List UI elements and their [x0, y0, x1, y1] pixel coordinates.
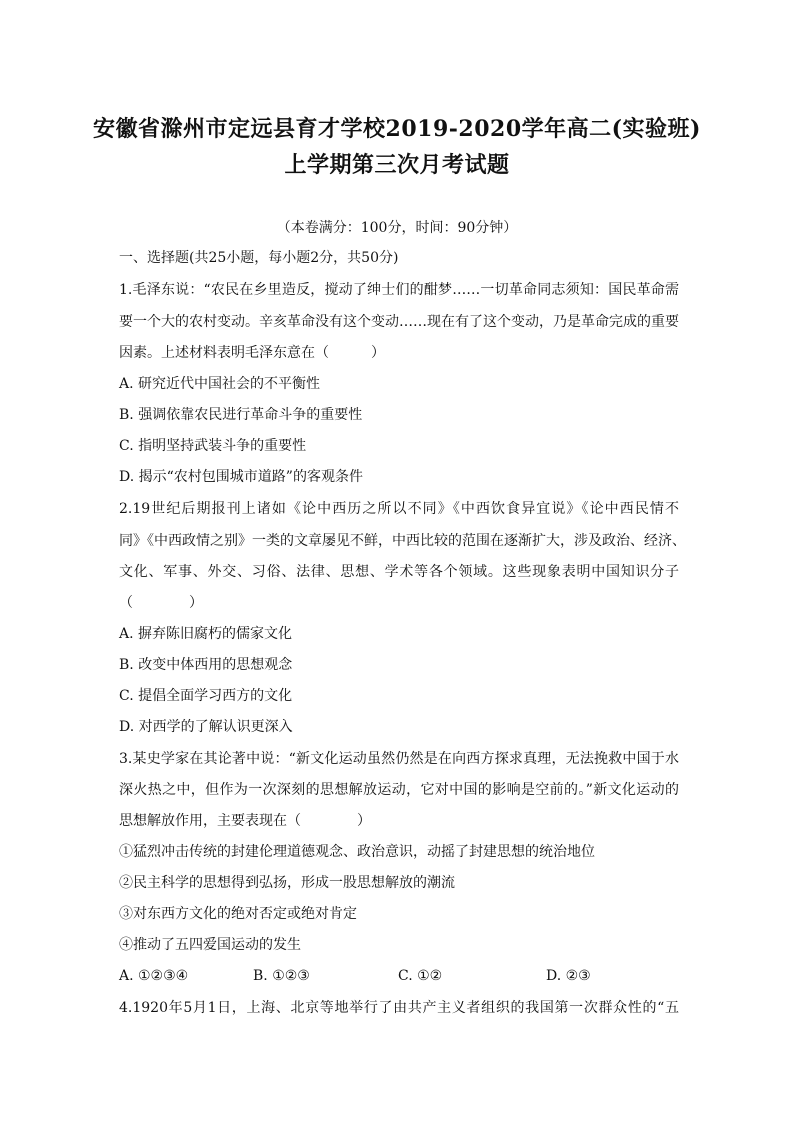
question-2-option-b: B. 改变中体西用的思想观念 [119, 657, 293, 673]
question-3-statement-4: ④推动了五四爱国运动的发生 [119, 937, 301, 953]
section-heading: 一、选择题(共25小题，每小题2分，共50分) [119, 250, 399, 266]
question-1-line-1: 1.毛泽东说：“农民在乡里造反，搅动了绅士们的酣梦……一切革命同志须知：国民革命需 [119, 282, 679, 298]
question-1-line-3: 因素。上述材料表明毛泽东意在（ ） [119, 345, 385, 361]
question-1-option-a: A. 研究近代中国社会的不平衡性 [119, 376, 321, 392]
question-2-option-c: C. 提倡全面学习西方的文化 [119, 688, 293, 704]
question-1-option-b: B. 强调依靠农民进行革命斗争的重要性 [119, 407, 363, 423]
question-2-line-3: 文化、军事、外交、习俗、法律、思想、学术等各个领域。这些现象表明中国知识分子 [119, 564, 679, 580]
exam-title-line2: 上学期第三次月考试题 [284, 152, 510, 178]
question-1-option-d: D. 揭示“农村包围城市道路”的客观条件 [119, 469, 363, 485]
question-3-statement-2: ②民主科学的思想得到弘扬，形成一股思想解放的潮流 [119, 875, 455, 891]
exam-info: （本卷满分：100分，时间：90分钟） [276, 220, 518, 236]
question-2-option-a: A. 摒弃陈旧腐朽的儒家文化 [119, 626, 293, 642]
question-2-line-4: （ ） [119, 595, 203, 611]
question-3-line-1: 3.某史学家在其论著中说：“新文化运动虽然仍然是在向西方探求真理，无法挽救中国于水 [119, 751, 679, 767]
question-1-option-c: C. 指明坚持武装斗争的重要性 [119, 438, 307, 454]
question-3-option-a: A. ①②③④ [119, 968, 189, 984]
exam-title-line1: 安徽省滁州市定远县育才学校2019-2020学年高二(实验班) [93, 116, 701, 142]
question-1-line-2: 要一个大的农村变动。辛亥革命没有这个变动……现在有了这个变动，乃是革命完成的重要 [119, 314, 679, 330]
question-3-line-3: 思想解放作用，主要表现在（ ） [119, 813, 371, 829]
question-3-option-d: D. ②③ [546, 968, 591, 984]
question-2-line-1: 2.19世纪后期报刊上诸如《论中西历之所以不同》《中西饮食异宜说》《论中西民情不 [119, 501, 679, 517]
question-3-statement-1: ①猛烈冲击传统的封建伦理道德观念、政治意识，动摇了封建思想的统治地位 [119, 844, 595, 860]
question-3-statement-3: ③对东西方文化的绝对否定或绝对肯定 [119, 906, 357, 922]
question-2-option-d: D. 对西学的了解认识更深入 [119, 719, 293, 735]
question-3-line-2: 深火热之中，但作为一次深刻的思想解放运动，它对中国的影响是空前的。”新文化运动的 [119, 782, 679, 798]
question-4-line-1: 4.1920年5月1日，上海、北京等地举行了由共产主义者组织的我国第一次群众性的“五 [119, 1000, 679, 1016]
question-3-option-b: B. ①②③ [253, 968, 310, 984]
question-2-line-2: 同》《中西政情之别》一类的文章屡见不鲜，中西比较的范围在逐渐扩大，涉及政治、经济、 [119, 533, 686, 549]
question-3-option-c: C. ①② [398, 968, 443, 984]
